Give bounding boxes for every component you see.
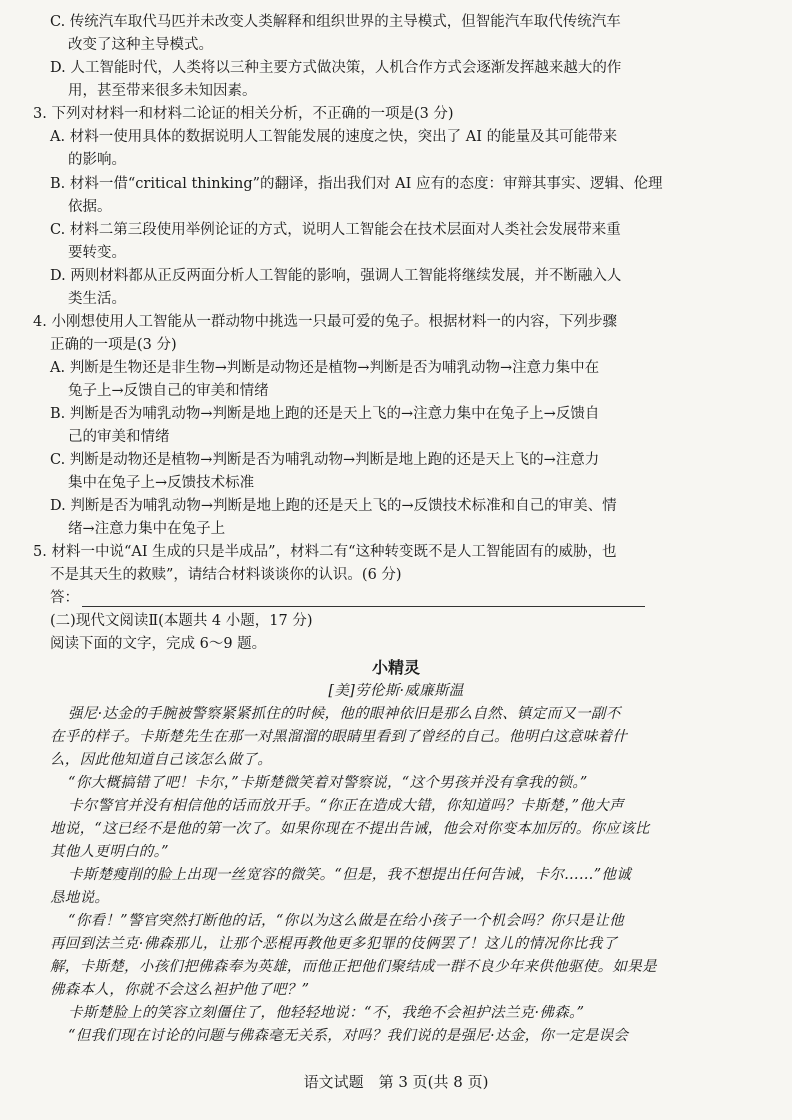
q4-option-b-line1: B. 判断是否为哺乳动物→判断是地上跑的还是天上飞的→注意力集中在兔子上→反馈自 [50, 406, 600, 422]
q4-stem-line1: 4. 小刚想使用人工智能从一群动物中挑选一只最可爱的兔子。根据材料一的内容，下列步骤 [33, 314, 617, 330]
q3-option-a-line1: A. 材料一使用具体的数据说明人工智能发展的速度之快，突出了 AI 的能量及其可能带来 [50, 129, 618, 145]
q2-option-c-line2: 改变了这种主导模式。 [68, 37, 213, 53]
q5-stem-line2: 不是其天生的救赎”，请结合材料谈谈你的认识。(6 分) [50, 567, 402, 583]
story-line: 卡尔警官并没有相信他的话而放开手。“你正在造成大错，你知道吗？卡斯楚，”他大声 [68, 798, 624, 814]
q3-option-c-line1: C. 材料二第三段使用举例论证的方式，说明人工智能会在技术层面对人类社会发展带来重 [50, 222, 621, 238]
answer-blank-line[interactable] [82, 606, 645, 607]
section-heading: (二)现代文阅读Ⅱ(本题共 4 小题，17 分) [50, 613, 313, 629]
q3-option-d-line1: D. 两则材料都从正反两面分析人工智能的影响，强调人工智能将继续发展，并不断融入人 [50, 268, 622, 284]
q4-option-b-line2: 己的审美和情绪 [68, 429, 170, 445]
q4-option-d-line2: 绪→注意力集中在兔子上 [68, 521, 226, 537]
story-line: 么，因此他知道自己该怎么做了。 [50, 752, 272, 768]
story-line: “你看！”警官突然打断他的话，“你以为这么做是在给小孩子一个机会吗？你只是让他 [68, 913, 624, 929]
q3-option-d-line2: 类生活。 [68, 291, 126, 307]
story-line: 解，卡斯楚，小孩们把佛森奉为英雄，而他正把他们聚结成一群不良少年来供他驱使。如果是 [50, 959, 657, 975]
q5-answer-label: 答： [50, 590, 79, 606]
q3-option-a-line2: 的影响。 [68, 152, 126, 168]
story-line: 其他人更明白的。” [50, 844, 169, 860]
q2-option-d-line2: 用，甚至带来很多未知因素。 [68, 83, 257, 99]
q4-option-c-line1: C. 判断是动物还是植物→判断是否为哺乳动物→判断是地上跑的还是天上飞的→注意力 [50, 452, 600, 468]
q3-option-c-line2: 要转变。 [68, 245, 126, 261]
story-line: 再回到法兰克·佛森那儿，让那个恶棍再教他更多犯罪的伎俩罢了！这儿的情况你比我了 [50, 936, 618, 952]
story-line: 强尼·达金的手腕被警察紧紧抓住的时候，他的眼神依旧是那么自然、镇定而又一副不 [68, 706, 621, 722]
q4-option-a-line1: A. 判断是生物还是非生物→判断是动物还是植物→判断是否为哺乳动物→注意力集中在 [50, 360, 600, 376]
q4-stem-line2: 正确的一项是(3 分) [50, 337, 177, 353]
page-footer: 语文试题 第 3 页(共 8 页) [303, 1073, 489, 1091]
story-author: [美]劳伦斯·威廉斯温 [328, 683, 464, 699]
story-line: 卡斯楚瘦削的脸上出现一丝宽容的微笑。“但是，我不想提出任何告诫，卡尔……”他诚 [68, 867, 632, 883]
story-title: 小精灵 [371, 658, 420, 677]
story-line: 在乎的样子。卡斯楚先生在那一对黑溜溜的眼睛里看到了曾经的自己。他明白这意味着什 [50, 729, 628, 745]
story-line: “但我们现在讨论的问题与佛森毫无关系，对吗？我们说的是强尼·达金，你一定是误会 [68, 1028, 629, 1044]
story-line: “你大概搞错了吧！卡尔，”卡斯楚微笑着对警察说，“这个男孩并没有拿我的锁。” [68, 775, 588, 791]
q2-option-d-line1: D. 人工智能时代，人类将以三种主要方式做决策，人机合作方式会逐渐发挥越来越大的作 [50, 60, 622, 76]
q4-option-c-line2: 集中在兔子上→反馈技术标准 [68, 475, 255, 491]
q2-option-c-line1: C. 传统汽车取代马匹并未改变人类解释和组织世界的主导模式，但智能汽车取代传统汽车 [50, 14, 621, 30]
q3-stem: 3. 下列对材料一和材料二论证的相关分析，不正确的一项是(3 分) [33, 106, 454, 122]
q4-option-d-line1: D. 判断是否为哺乳动物→判断是地上跑的还是天上飞的→反馈技术标准和自己的审美、情 [50, 498, 617, 514]
story-line: 恳地说。 [50, 890, 110, 906]
q3-option-b-line2: 依据。 [68, 199, 112, 215]
q4-option-a-line2: 兔子上→反馈自己的审美和情绪 [68, 383, 269, 399]
section-instruction: 阅读下面的文字，完成 6～9 题。 [50, 636, 267, 652]
story-line: 卡斯楚脸上的笑容立刻僵住了，他轻轻地说：“不，我绝不会袒护法兰克·佛森。” [68, 1005, 585, 1021]
q3-option-b-line1: B. 材料一借“critical thinking”的翻译，指出我们对 AI 应有的态度：审辩其事实、逻辑、伦理 [50, 176, 663, 192]
q5-stem-line1: 5. 材料一中说“AI 生成的只是半成品”，材料二有“这种转变既不是人工智能固有的威胁，也 [33, 544, 617, 560]
story-line: 佛森本人，你就不会这么袒护他了吧？” [50, 982, 310, 998]
story-line: 地说，“这已经不是他的第一次了。如果你现在不提出告诫，他会对你变本加厉的。你应该比 [50, 821, 650, 837]
